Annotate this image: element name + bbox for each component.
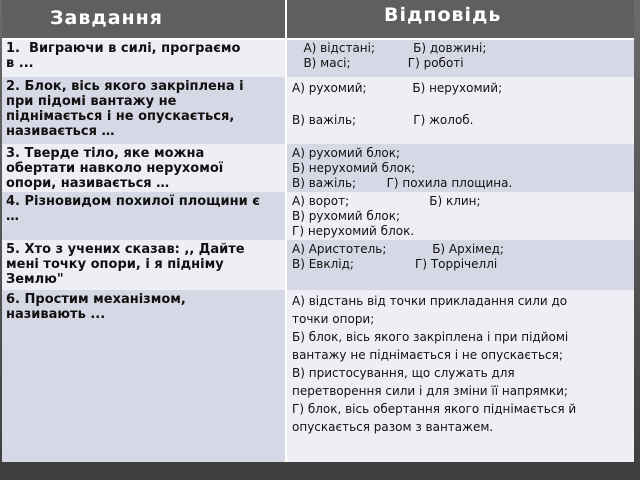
- question-1-cell: [2, 39, 286, 77]
- answer-6-line-1: А) відстань від точки прикладання сили до: [292, 294, 568, 308]
- answer-5-line-1: А) Аристотель; Б) Архімед;: [292, 242, 504, 256]
- answer-3-line-3: В) важіль; Г) похила площина.: [292, 176, 513, 190]
- question-1-line-2: в ...: [6, 56, 34, 71]
- answer-1-cell: [286, 39, 634, 77]
- answer-4-line-1: А) ворот; Б) клин;: [292, 194, 481, 208]
- answer-2-line-2: [292, 96, 630, 112]
- question-2-line-2: при підомі вантажу не: [6, 94, 177, 109]
- question-4-cell: [2, 192, 286, 240]
- answer-6-line-8: опускається разом з вантажем.: [292, 420, 494, 434]
- answer-3-cell: [286, 144, 634, 192]
- answer-6-line-3: Б) блок, вісь якого закріплена і при підйомі: [292, 330, 569, 344]
- question-5-line-2: мені точку опори, і я підніму: [6, 257, 224, 272]
- answer-2-line-1: А) рухомий; Б) нерухомий;: [292, 81, 503, 95]
- question-6-line-2: називають ...: [6, 307, 106, 322]
- answer-1-line-1: А) відстані; Б) довжині;: [292, 41, 487, 55]
- header-divider: [2, 38, 634, 40]
- question-3-cell: [2, 144, 286, 192]
- answer-4-line-2: В) рухомий блок;: [292, 209, 401, 223]
- question-2-line-1: 2. Блок, вісь якого закріплена і: [6, 79, 244, 94]
- answer-6-cell: [286, 290, 634, 462]
- question-5-line-1: 5. Хто з учених сказав: ,, Дайте: [6, 242, 245, 257]
- header-answer-cell: [286, 0, 634, 39]
- question-2-cell: [2, 77, 286, 144]
- answer-5-line-2: В) Евклід; Г) Торрічеллі: [292, 257, 498, 271]
- answer-6-line-7: Г) блок, вісь обертання якого піднімається й: [292, 402, 577, 416]
- header-task-cell: [2, 0, 286, 39]
- quiz-table: [2, 0, 634, 462]
- question-3-line-3: опори, називається …: [6, 176, 170, 191]
- question-2-line-4: називається …: [6, 124, 115, 139]
- question-3-line-2: обертати навколо нерухомої: [6, 161, 224, 176]
- answer-4-cell: [286, 192, 634, 240]
- answer-3-line-1: А) рухомий блок;: [292, 146, 401, 160]
- question-6-cell: [2, 290, 286, 462]
- header-task: Завдання: [50, 7, 163, 29]
- question-4-line-2: …: [6, 209, 19, 224]
- header-answer: Відповідь: [384, 4, 502, 26]
- answer-6-line-6: перетворення сили і для зміни її напрямки;: [292, 384, 568, 398]
- question-4-line-1: 4. Різновидом похилої площини є: [6, 194, 260, 209]
- answer-6-line-4: вантажу не піднімається і не опускається;: [292, 348, 563, 362]
- question-6-line-1: 6. Простим механізмом,: [6, 292, 186, 307]
- answer-6-line-5: В) пристосування, що служать для: [292, 366, 515, 380]
- answer-4-line-3: Г) нерухомий блок.: [292, 224, 415, 238]
- answer-6-line-2: точки опори;: [292, 312, 375, 326]
- answer-1-line-2: В) масі; Г) роботі: [292, 56, 464, 70]
- column-divider: [285, 0, 287, 462]
- question-5-line-3: Землю": [6, 272, 64, 287]
- question-3-line-1: 3. Тверде тіло, яке можна: [6, 146, 205, 161]
- question-5-cell: [2, 240, 286, 290]
- question-2-line-3: піднімається і не опускається,: [6, 109, 235, 124]
- answer-2-cell: [286, 77, 634, 144]
- answer-5-cell: [286, 240, 634, 290]
- question-1-line-1: 1. Виграючи в силі, програємо: [6, 41, 241, 56]
- answer-2-line-3: В) важіль; Г) жолоб.: [292, 113, 474, 127]
- answer-3-line-2: Б) нерухомий блок;: [292, 161, 416, 175]
